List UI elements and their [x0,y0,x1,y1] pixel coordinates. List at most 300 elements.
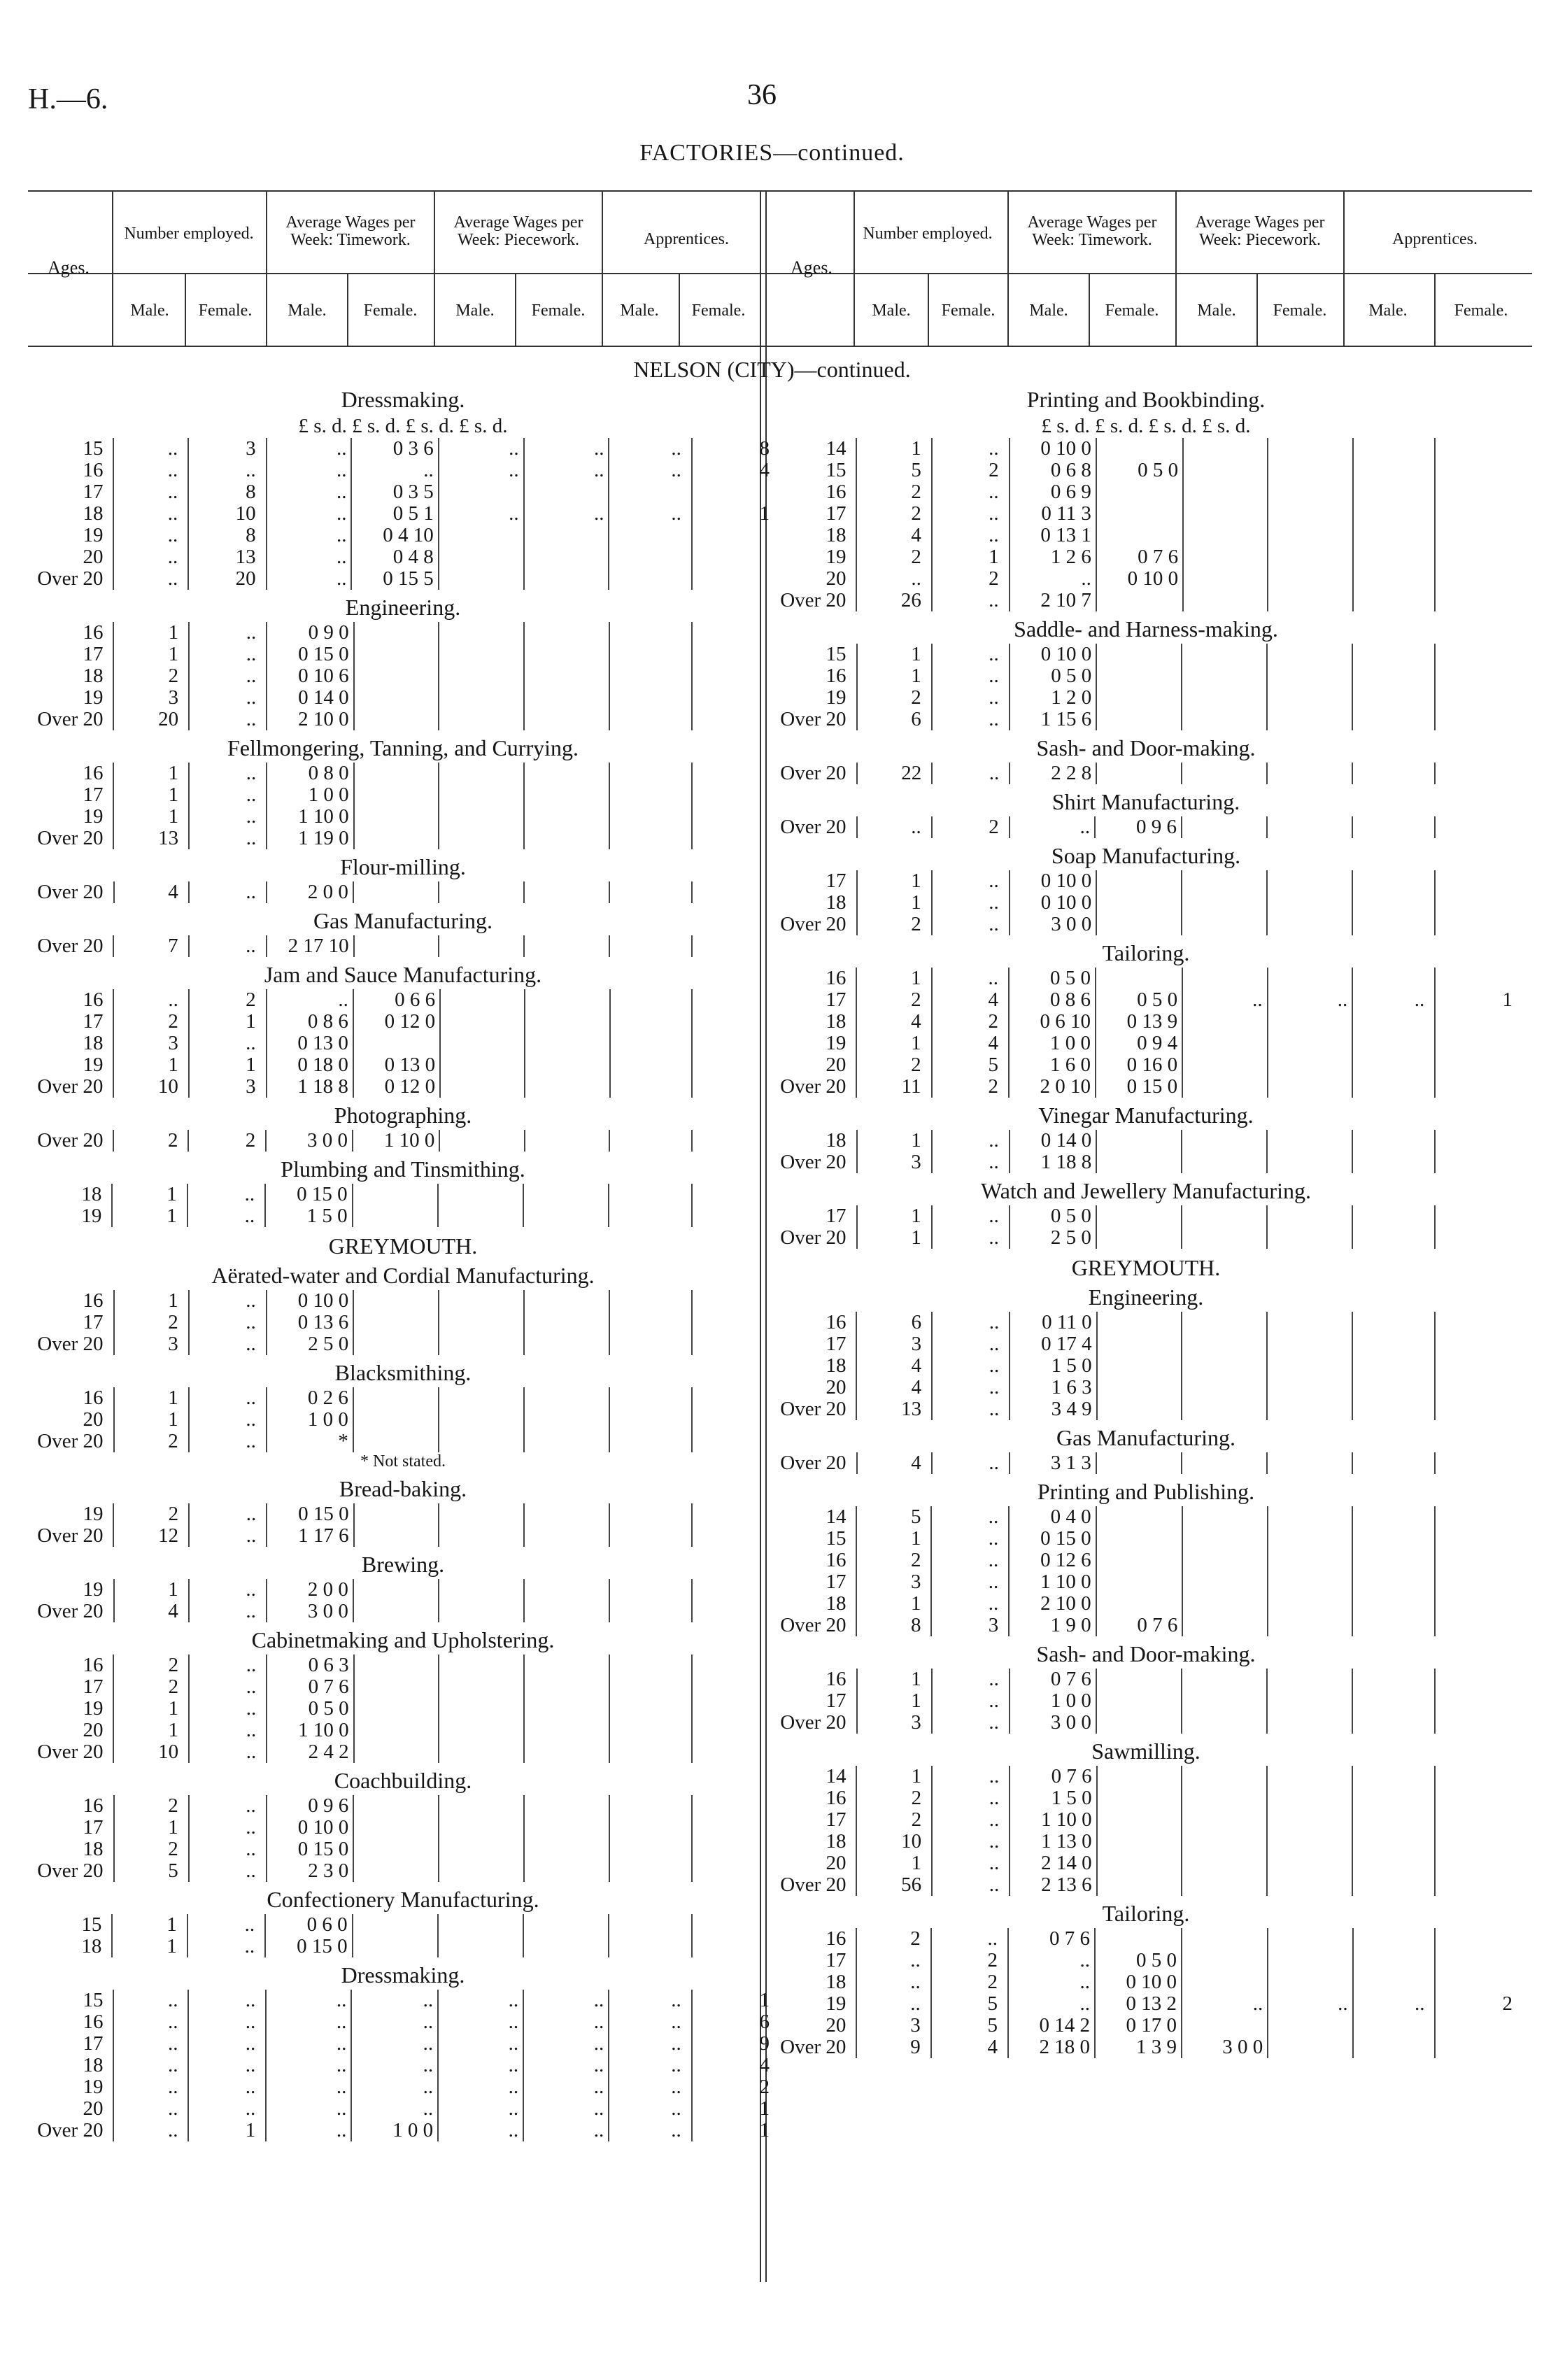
male-timework-cell: 0 6 3 [267,1655,353,1676]
table-row [770,1130,1522,1152]
industry-table [27,1387,779,1452]
male-apprentices-cell [1353,2037,1436,2058]
age-cell: Over 20 [37,1860,104,1882]
male-piecework-cell [1182,968,1268,989]
age-cell: 18 [826,1354,847,1377]
male-apprentices-cell [609,1130,692,1152]
male-timework-cell: 0 10 6 [267,665,353,687]
age-cell: 19 [826,686,847,709]
male-piecework-cell [440,1054,525,1076]
female-count-cell: .. [932,1333,1010,1355]
male-apprentices-cell [609,935,692,957]
male-piecework-cell: .. [438,2011,523,2033]
female-count-cell: .. [189,1720,267,1741]
industry-title-photographing: Photographing. [334,1103,472,1128]
female-count-cell: .. [189,1431,267,1452]
female-timework-cell: 0 13 9 [1096,1011,1182,1033]
female-apprentices-cell [1435,914,1522,935]
table-row [770,546,1522,568]
table-row [27,525,779,546]
table-row [770,709,1522,730]
male-timework-cell: 2 3 0 [267,1860,353,1882]
female-count-cell: .. [189,709,267,730]
male-timework-cell: 0 8 6 [267,1011,353,1033]
male-count-cell: .. [113,525,188,546]
female-timework-cell [1097,1355,1182,1377]
male-apprentices-cell [609,622,692,644]
female-timework-cell: 0 12 0 [353,1011,440,1033]
male-count-cell: 3 [856,1571,931,1593]
female-count-cell: 4 [932,989,1009,1011]
female-timework-cell [1097,1398,1182,1420]
age-cell: 17 [826,1571,847,1593]
female-piecework-cell [1267,1787,1352,1809]
table-row [770,590,1522,611]
page-number: 36 [747,79,777,111]
male-piecework-cell [439,1601,524,1622]
table-row [27,784,779,806]
male-timework-cell: .. [266,2120,351,2141]
female-apprentices-cell [1435,503,1522,525]
male-piecework-cell [439,935,524,957]
female-piecework-cell [523,1205,609,1227]
female-piecework-cell: .. [1268,1993,1352,2015]
male-timework-cell: 2 13 6 [1010,1874,1096,1896]
age-cell: 17 [826,989,847,1011]
female-count-cell: .. [932,892,1010,914]
male-timework-cell: 0 17 4 [1010,1333,1096,1355]
table-row [27,828,779,849]
table-row [770,1152,1522,1173]
age-cell: 19 [826,546,847,568]
male-apprentices-cell: .. [609,2033,692,2055]
male-timework-cell: 2 5 0 [267,1333,353,1355]
age-cell: 16 [826,1927,847,1950]
male-apprentices-cell [1353,481,1436,503]
table-row [770,2015,1522,2037]
male-timework-cell: 1 17 6 [267,1525,353,1547]
table-row [27,1184,779,1205]
male-count-cell: 20 [113,709,189,730]
male-count-cell: 3 [857,1712,932,1734]
industry-title-watch-and-jewellery-manufacturing: Watch and Jewellery Manufacturing. [981,1178,1311,1203]
male-piecework-cell [439,763,524,784]
female-apprentices-cell [1435,1787,1522,1809]
table-row [770,1033,1522,1054]
male-timework-cell: 1 6 3 [1010,1377,1096,1398]
age-cell: 19 [826,1992,847,2015]
female-apprentices-cell [1435,1398,1522,1420]
male-count-cell: 10 [113,1741,189,1763]
age-cell: Over 20 [37,1430,104,1452]
male-apprentices-cell [1352,1152,1435,1173]
male-count-cell: .. [113,2076,188,2098]
female-piecework-cell: .. [524,503,609,525]
male-piecework-cell [438,1936,523,1957]
age-cell: 16 [83,1794,104,1817]
female-piecework-cell [1267,1355,1352,1377]
male-apprentices-cell [1352,1227,1435,1249]
female-apprentices-cell [692,1205,779,1227]
table-row [27,546,779,568]
male-timework-cell: .. [267,989,353,1011]
footnote: * Not stated. [360,1452,446,1471]
male-piecework-cell [1182,1205,1267,1227]
male-piecework-cell [439,481,524,503]
female-apprentices-cell [1435,1312,1522,1333]
female-count-cell: 20 [188,568,266,590]
female-apprentices-cell [692,644,779,665]
female-count-cell: 2 [932,1011,1009,1033]
industry-table [27,881,779,903]
table-row [27,503,779,525]
male-timework-cell: .. [267,525,352,546]
female-timework-cell: 0 13 2 [1095,1993,1182,2015]
female-apprentices-cell [692,1333,779,1355]
female-apprentices-cell [692,481,779,503]
table-row [27,1503,779,1525]
female-timework-cell [1097,1874,1182,1896]
male-timework-cell: 0 12 6 [1009,1550,1096,1571]
female-timework-cell [1096,665,1182,687]
male-timework-cell: 0 6 0 [265,1914,353,1936]
female-apprentices-cell [692,1409,779,1431]
industry-table [27,989,779,1098]
female-piecework-cell: .. [523,2011,609,2033]
industry-title-engineering: Engineering. [345,595,461,620]
female-piecework-cell [524,1601,609,1622]
male-count-cell: 1 [114,1409,189,1431]
table-row [27,1431,779,1452]
female-apprentices-cell [692,989,779,1011]
male-timework-cell: 3 0 0 [266,1130,353,1152]
table-row [27,935,779,957]
age-cell: 15 [83,1989,104,2011]
male-apprentices-cell [1352,892,1435,914]
female-count-cell: .. [932,968,1009,989]
table-row [770,1809,1522,1831]
male-count-cell: 1 [856,438,931,460]
female-timework-cell [353,1184,438,1205]
table-row [27,644,779,665]
male-piecework-cell [1182,644,1267,665]
female-timework-cell: 0 5 1 [351,503,438,525]
male-count-cell: 6 [857,709,932,730]
male-count-cell: 4 [856,1011,931,1033]
industry-table [27,438,779,590]
female-count-cell: .. [932,1712,1010,1734]
male-count-cell: .. [113,460,188,481]
male-piecework-cell [439,1431,524,1452]
female-count-cell: .. [187,1914,265,1936]
male-piecework-cell [439,1333,524,1355]
female-apprentices-cell [692,1601,779,1622]
female-piecework-cell [524,644,609,665]
female-piecework-cell [1267,644,1352,665]
table-row [770,892,1522,914]
male-timework-cell: 1 5 0 [1010,1355,1096,1377]
male-apprentices-cell [609,1839,692,1860]
female-timework-cell [353,1601,439,1622]
table-row [27,1914,779,1936]
male-apprentices-cell [1352,914,1435,935]
male-timework-cell: .. [1010,568,1096,590]
female-piecework-cell [1268,1550,1353,1571]
female-timework-cell: .. [351,2098,438,2120]
female-timework-cell [354,806,439,828]
male-piecework-cell [439,1387,524,1409]
industry-table [27,1914,779,1957]
female-piecework-cell [1267,1831,1352,1853]
female-timework-cell [354,828,439,849]
industry-title-vinegar-manufacturing: Vinegar Manufacturing. [1038,1103,1254,1128]
female-piecework-cell [1267,1227,1352,1249]
female-timework-cell: 0 4 8 [351,546,438,568]
male-header: Male. [455,302,495,320]
male-piecework-cell [1182,1712,1267,1734]
male-count-cell: 1 [113,622,189,644]
male-count-cell: .. [113,989,188,1011]
age-cell: Over 20 [780,1075,847,1098]
table-row [770,1076,1522,1098]
female-count-cell: .. [189,806,267,828]
male-apprentices-cell [1352,1011,1435,1033]
female-timework-cell: 0 7 6 [1096,1615,1183,1636]
table-row [770,1452,1522,1474]
female-apprentices-cell [1435,763,1522,784]
female-apprentices-cell [692,665,779,687]
female-piecework-cell [524,481,609,503]
female-piecework-cell [524,1720,609,1741]
industry-title-dressmaking: Dressmaking. [341,387,465,412]
table-row [770,1054,1522,1076]
table-row [770,1766,1522,1787]
female-piecework-cell [1268,1033,1353,1054]
age-cell: 16 [83,1654,104,1676]
male-apprentices-cell [609,1860,692,1882]
male-count-cell: 1 [856,1853,932,1874]
table-row [770,1950,1522,1971]
male-timework-cell: 0 9 6 [267,1795,353,1817]
male-count-cell: 7 [113,935,188,957]
male-piecework-cell [1182,1928,1268,1950]
female-apprentices-cell [692,1011,779,1033]
male-header: Male. [1197,302,1236,320]
female-piecework-cell [524,687,609,709]
female-timework-cell: 1 3 9 [1095,2037,1182,2058]
male-piecework-cell: .. [438,2098,523,2120]
male-apprentices-cell [1352,1528,1435,1550]
female-timework-cell [354,687,439,709]
male-apprentices-cell [609,1720,692,1741]
female-timework-cell [1096,1205,1182,1227]
age-cell: Over 20 [780,762,847,784]
female-apprentices-cell [1435,546,1522,568]
female-piecework-cell: .. [523,2120,609,2141]
male-apprentices-cell: .. [609,2098,692,2120]
male-count-cell: 1 [857,1130,932,1152]
female-apprentices-cell [692,1076,779,1098]
male-timework-cell: 1 10 0 [267,1720,353,1741]
female-piecework-cell: .. [524,438,609,460]
male-count-cell: .. [113,1990,188,2011]
female-apprentices-cell [1435,665,1522,687]
female-apprentices-cell: 1 [692,2098,779,2120]
female-header: Female. [531,302,586,320]
female-apprentices-cell [1435,2037,1522,2058]
age-cell: Over 20 [37,1333,104,1355]
age-cell: 16 [826,481,847,503]
female-count-cell: 3 [931,1615,1009,1636]
male-count-cell: .. [113,546,188,568]
female-piecework-cell [525,989,609,1011]
female-timework-cell [353,1033,440,1054]
male-apprentices-cell [1352,1615,1435,1636]
female-count-cell: .. [932,503,1010,525]
female-header: Female. [1105,302,1159,320]
female-timework-cell [353,1795,439,1817]
female-piecework-cell [525,1130,610,1152]
age-cell: Over 20 [780,1873,847,1896]
male-piecework-cell [440,1011,525,1033]
female-apprentices-cell: 2 [692,2076,779,2098]
female-timework-cell [1096,438,1183,460]
female-timework-cell [1097,1787,1182,1809]
female-apprentices-cell [1435,1853,1522,1874]
male-piecework-cell [1182,1593,1268,1615]
female-piecework-cell [1267,1712,1352,1734]
male-timework-cell: 2 10 0 [267,709,353,730]
age-cell: 17 [826,870,847,892]
male-count-cell: 2 [857,914,932,935]
female-count-cell: .. [931,1593,1009,1615]
female-apprentices-cell [1435,1205,1522,1227]
female-piecework-cell [524,1860,609,1882]
male-count-cell: 2 [856,989,931,1011]
female-timework-cell [1096,1130,1182,1152]
male-count-cell: .. [856,1993,930,2015]
female-timework-cell [353,1205,438,1227]
female-apprentices-cell [1435,644,1522,665]
male-count-cell: 2 [856,503,931,525]
age-cell: 16 [826,1311,847,1333]
female-timework-cell [1096,1227,1182,1249]
age-cell: 17 [83,1311,104,1333]
female-timework-cell [1096,481,1183,503]
female-apprentices-cell [692,1130,779,1152]
male-count-cell: 2 [113,1676,189,1698]
female-apprentices-cell [1435,2015,1522,2037]
age-cell: Over 20 [780,1614,847,1636]
female-piecework-cell [1267,914,1352,935]
female-timework-cell: 0 5 0 [1096,460,1183,481]
male-apprentices-cell [609,1698,692,1720]
age-cell: 16 [826,665,847,687]
male-apprentices-cell [609,1817,692,1839]
male-count-cell: 4 [857,1452,932,1474]
male-piecework-cell [439,1503,524,1525]
male-count-cell: 1 [857,870,932,892]
female-timework-cell [1096,503,1183,525]
age-cell: 16 [826,1787,847,1809]
male-timework-cell: 0 13 6 [267,1312,353,1333]
female-piecework-cell [524,1431,609,1452]
male-piecework-cell [1182,1669,1267,1690]
industry-table [770,1452,1522,1474]
table-row [27,1698,779,1720]
male-piecework-cell: .. [439,438,524,460]
female-apprentices-cell [692,1431,779,1452]
male-piecework-cell [1182,1152,1267,1173]
industry-title-jam-and-sauce-manufacturing: Jam and Sauce Manufacturing. [264,962,542,987]
male-piecework-cell [1182,1690,1267,1712]
male-piecework-cell [439,687,524,709]
piecework-header: Average Wages per Week: Piecework. [1195,213,1325,249]
female-apprentices-cell [1435,968,1522,989]
male-count-cell: 2 [114,1431,189,1452]
industry-title-sash-and-door-making: Sash- and Door-making. [1036,1641,1256,1666]
female-apprentices-cell [1435,1809,1522,1831]
industry-table [770,763,1522,784]
table-row [770,1593,1522,1615]
male-apprentices-cell [609,644,692,665]
female-apprentices-cell [692,709,779,730]
female-apprentices-cell: 4 [692,460,779,481]
female-count-cell: 2 [932,816,1010,838]
female-piecework-cell [524,1655,609,1676]
male-piecework-cell [439,1579,524,1601]
male-count-cell: 1 [857,1205,932,1227]
male-apprentices-cell [609,806,692,828]
male-apprentices-cell [609,1936,692,1957]
male-timework-cell: 1 19 0 [267,828,353,849]
male-timework-cell: .. [267,460,352,481]
age-cell: 17 [83,1816,104,1839]
female-count-cell: 13 [188,546,266,568]
male-piecework-cell: .. [439,460,524,481]
industry-title-confectionery-manufacturing: Confectionery Manufacturing. [267,1887,539,1912]
male-apprentices-cell [1352,1669,1435,1690]
female-piecework-cell [524,665,609,687]
age-cell: Over 20 [780,589,847,611]
female-apprentices-cell [1435,1593,1522,1615]
age-cell: 15 [83,437,104,460]
age-cell: 17 [83,2032,104,2055]
male-timework-cell: 1 6 0 [1009,1054,1096,1076]
table-row [27,1817,779,1839]
male-piecework-cell [1182,1333,1267,1355]
female-timework-cell [1096,914,1182,935]
industry-title-bread-baking: Bread-baking. [339,1476,467,1501]
male-piecework-cell [439,1409,524,1431]
age-cell: 19 [826,1032,847,1054]
male-count-cell: 2 [856,1054,931,1076]
female-count-cell: .. [931,1571,1009,1593]
female-apprentices-cell [692,828,779,849]
male-apprentices-cell [1352,1831,1435,1853]
female-piecework-cell [1267,1874,1352,1896]
age-cell: 17 [83,1676,104,1698]
female-timework-cell [354,935,439,957]
female-count-cell: .. [932,1205,1010,1227]
male-piecework-cell [1182,1033,1268,1054]
male-timework-cell: 0 5 0 [267,1698,353,1720]
male-piecework-cell [439,644,524,665]
female-piecework-cell [524,828,609,849]
female-apprentices-cell [1435,1571,1522,1593]
female-timework-cell [1095,1928,1182,1950]
male-apprentices-cell [609,828,692,849]
